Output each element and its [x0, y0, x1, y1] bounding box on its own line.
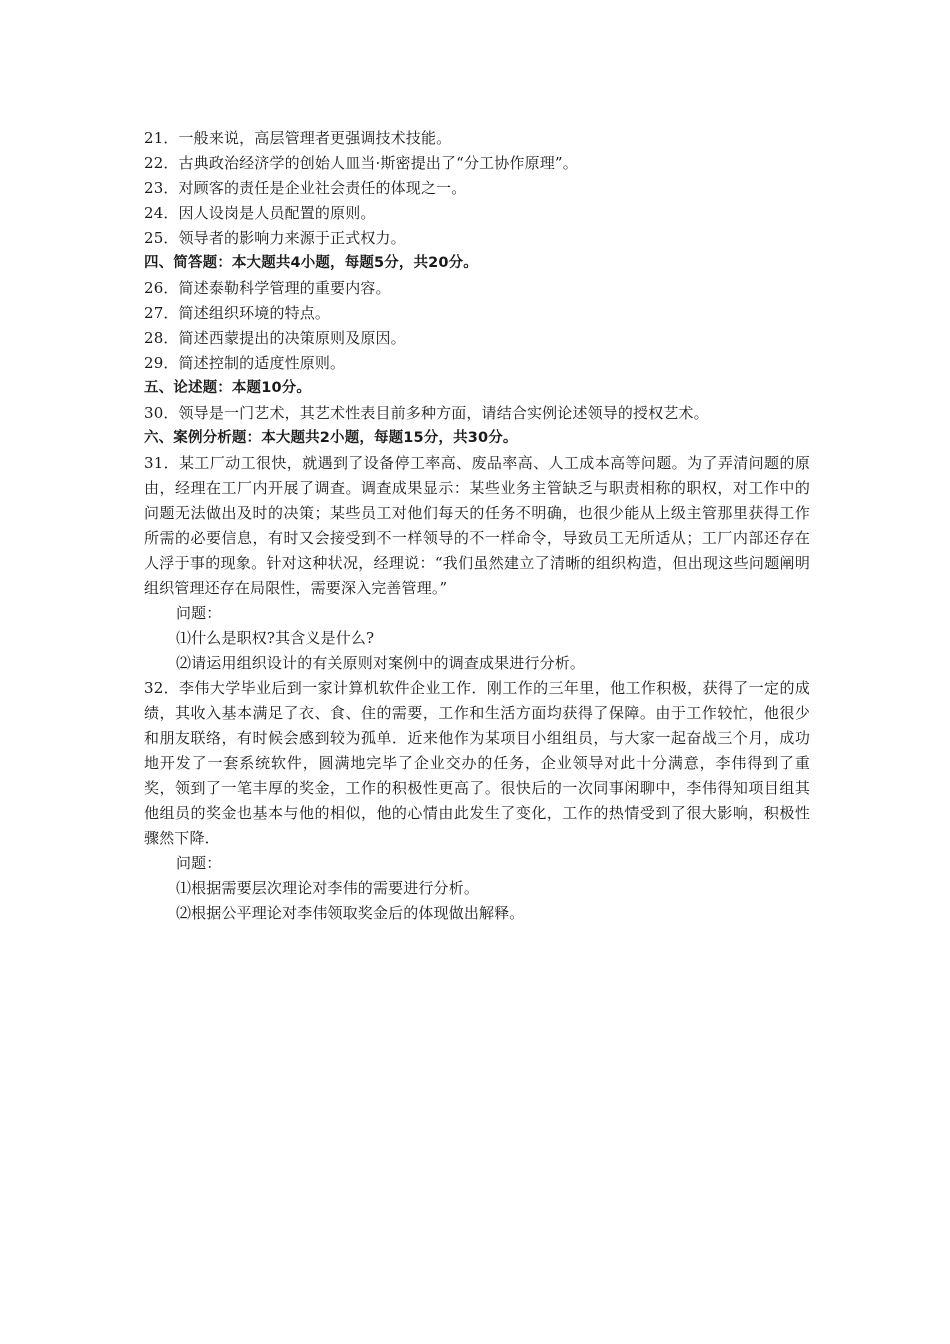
document-page: [144, 126, 810, 926]
question-28: 28．简述西蒙提出的决策原则及原因。: [144, 329, 406, 347]
case-31-item-1: ⑴什么是职权?其含义是什么?: [176, 629, 375, 647]
question-27: 27．简述组织环境的特点。: [144, 304, 331, 322]
question-22: 22．古典政治经济学的创始人皿当·斯密提出了“分工协作原理”。: [144, 154, 578, 172]
section-6-heading: 六、案例分析题：本大题共2小题，每题15分，共30分。: [144, 430, 518, 446]
question-26: 26．简述泰勒科学管理的重要内容。: [144, 279, 391, 297]
question-23: 23．对顾客的责任是企业社会责任的体现之一。: [144, 179, 467, 197]
section-5-heading: 五、论述题：本题10分。: [144, 380, 311, 396]
question-29: 29．简述控制的适度性原则。: [144, 354, 346, 372]
case-31-text: 31．某工厂动工很快，就遇到了设备停工率高、废品率高、人工成本高等问题。为了弄清问题的原由，经理在工厂内开展了调查。调查成果显示：某些业务主管缺乏与职责相称的职权，对工作中的问题无法做出及时的决策；某些员工对他们每天的任务不明确，也很少能从上级主管那里获得工作所需的必要信息，有时又会接受到不一样领导的不一样命令，导致员工无所适从；工厂内部还存在人浮于事的现象。针对这种状况，经理说：“我们虽然建立了清晰的组织构造，但出现这些问题阐明组织管理还存在局限性，需要深入完善管理。”: [144, 454, 810, 597]
case-31-prompt: 问题：: [176, 604, 222, 622]
case-32-text: 32．李伟大学毕业后到一家计算机软件企业工作．刚工作的三年里，他工作积极，获得了一定的成绩，其收入基本满足了衣、食、住的需要，工作和生活方面均获得了保障。由于工作较忙，他很少和朋友联络，有时候会感到较为孤单．近来他作为某项目小组组员，与大家一起奋战三个月，成功地开发了一套系统软件，圆满地完毕了企业交办的任务，企业领导对此十分满意，李伟得到了重奖，领到了一笔丰厚的奖金，工作的积极性更高了。很快后的一次同事闲聊中，李伟得知项目组其他组员的奖金也基本与他的相似，他的心情由此发生了变化，工作的热情受到了很大影响，积极性骤然下降．: [144, 679, 810, 847]
question-30: 30．领导是一门艺术，其艺术性表目前多种方面，请结合实例论述领导的授权艺术。: [144, 404, 709, 422]
question-25: 25．领导者的影响力来源于正式权力。: [144, 229, 406, 247]
case-32-item-2: ⑵根据公平理论对李伟领取奖金后的体现做出解释。: [176, 904, 525, 922]
question-24: 24．因人设岗是人员配置的原则。: [144, 204, 376, 222]
question-21: 21．一般来说，高层管理者更强调技术技能。: [144, 129, 452, 147]
case-32-item-1: ⑴根据需要层次理论对李伟的需要进行分析。: [176, 879, 480, 897]
case-31-item-2: ⑵请运用组织设计的有关原则对案例中的调查成果进行分析。: [176, 654, 586, 672]
section-4-heading: 四、简答题：本大题共4小题，每题5分，共20分。: [144, 255, 478, 271]
case-32-prompt: 问题：: [176, 854, 222, 872]
